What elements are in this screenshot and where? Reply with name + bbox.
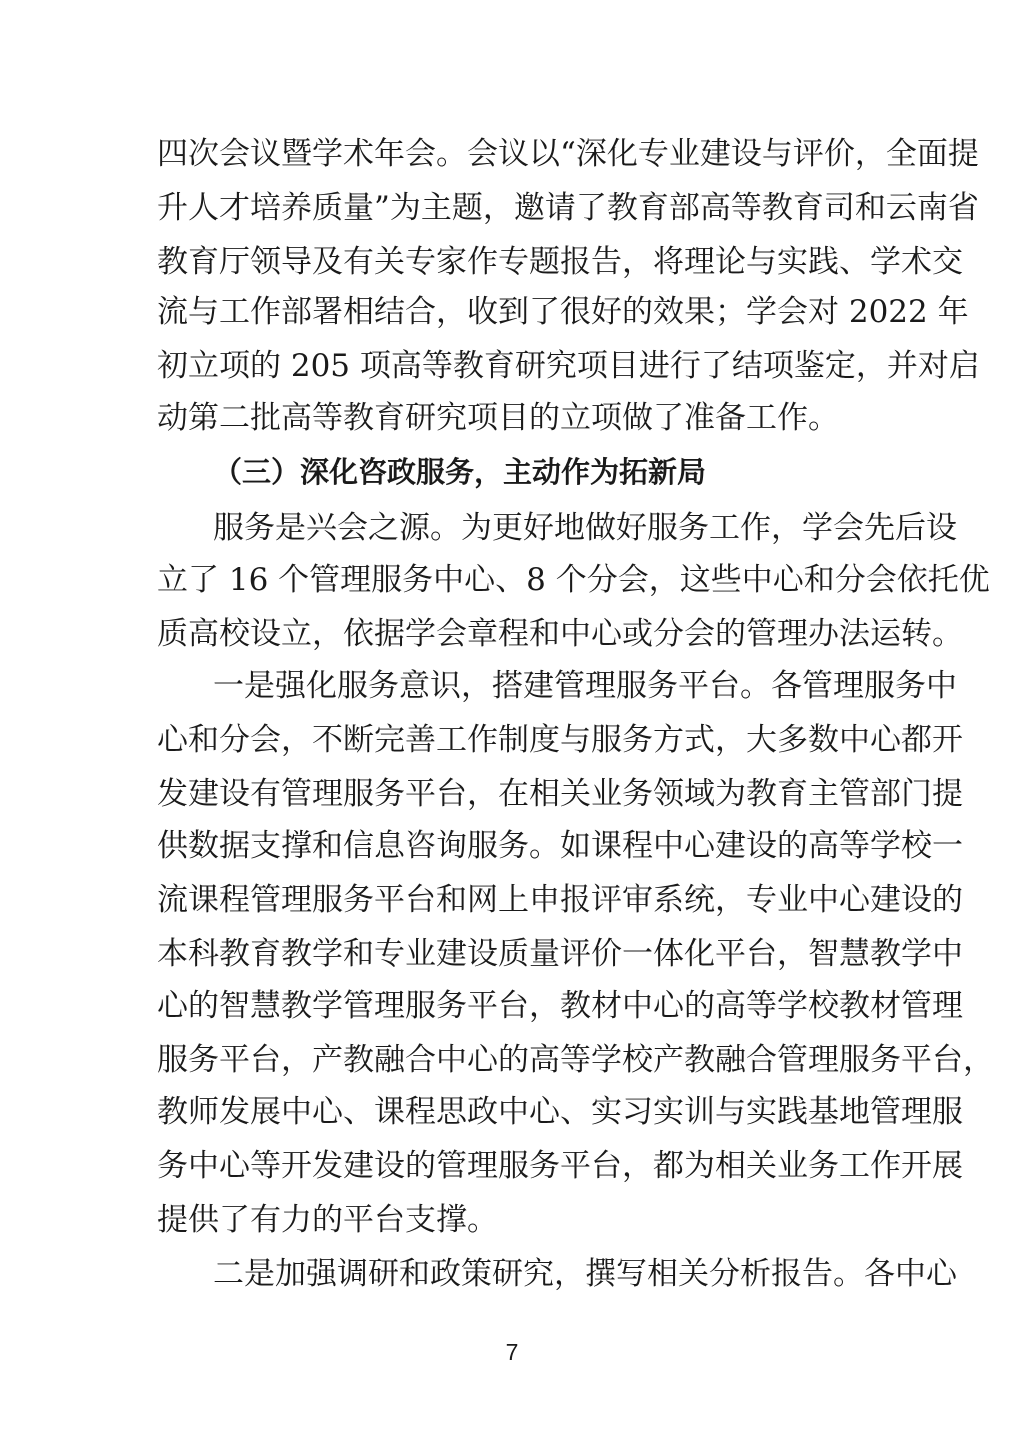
paragraph-line: 流与工作部署相结合，收到了很好的效果；学会对 2022 年: [157, 294, 969, 330]
paragraph-line: 服务是兴会之源。为更好地做好服务工作，学会先后设: [213, 510, 957, 546]
paragraph-line: 发建设有管理服务平台，在相关业务领域为教育主管部门提: [157, 776, 963, 812]
paragraph-line: 初立项的 205 项高等教育研究项目进行了结项鉴定，并对启: [157, 348, 980, 384]
paragraph-line: 教育厅领导及有关专家作专题报告，将理论与实践、学术交: [157, 244, 963, 280]
paragraph-line: 心的智慧教学管理服务平台，教材中心的高等学校教材管理: [157, 988, 963, 1024]
paragraph-line: 二是加强调研和政策研究，撰写相关分析报告。各中心: [213, 1256, 957, 1292]
section-heading: （三）深化咨政服务，主动作为拓新局: [213, 455, 707, 489]
paragraph-line: 务中心等开发建设的管理服务平台，都为相关业务工作开展: [157, 1148, 963, 1184]
paragraph-line: 立了 16 个管理服务中心、8 个分会，这些中心和分会依托优: [157, 562, 990, 598]
paragraph-line: 供数据支撑和信息咨询服务。如课程中心建设的高等学校一: [157, 828, 963, 864]
paragraph-line: 提供了有力的平台支撑。: [157, 1202, 498, 1238]
paragraph-line: 流课程管理服务平台和网上申报评审系统，专业中心建设的: [157, 882, 963, 918]
paragraph-line: 一是强化服务意识，搭建管理服务平台。各管理服务中: [213, 668, 957, 704]
paragraph-line: 动第二批高等教育研究项目的立项做了准备工作。: [157, 400, 839, 436]
paragraph-line: 升人才培养质量”为主题，邀请了教育部高等教育司和云南省: [157, 190, 979, 226]
paragraph-line: 质高校设立，依据学会章程和中心或分会的管理办法运转。: [157, 616, 963, 652]
page-number: 7: [505, 1339, 519, 1365]
paragraph-line: 四次会议暨学术年会。会议以“深化专业建设与评价，全面提: [157, 136, 979, 172]
paragraph-line: 心和分会，不断完善工作制度与服务方式，大多数中心都开: [157, 722, 963, 758]
paragraph-line: 服务平台，产教融合中心的高等学校产教融合管理服务平台，: [157, 1042, 994, 1078]
paragraph-line: 本科教育教学和专业建设质量评价一体化平台，智慧教学中: [157, 936, 963, 972]
paragraph-line: 教师发展中心、课程思政中心、实习实训与实践基地管理服: [157, 1094, 963, 1130]
